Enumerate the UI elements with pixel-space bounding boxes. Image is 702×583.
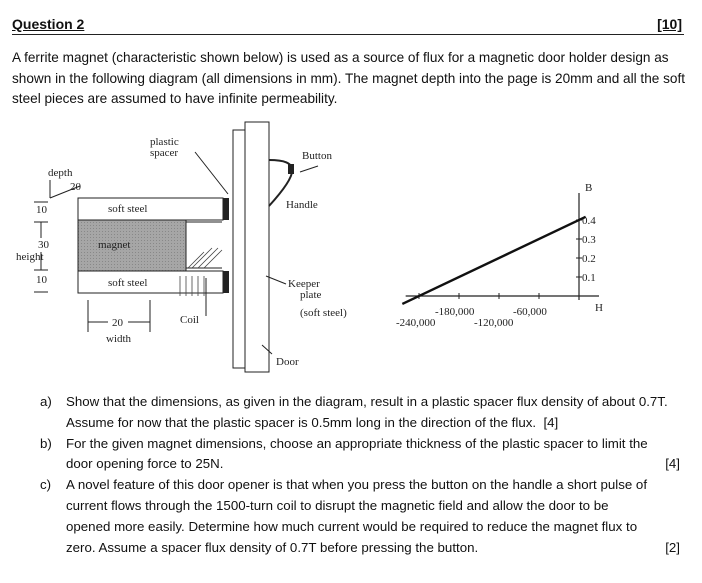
x-tick-label: -120,000 xyxy=(474,317,514,329)
question-b-label: b) xyxy=(40,435,52,451)
y-tick-label: 0.4 xyxy=(582,215,596,227)
door-label: Door xyxy=(276,356,299,368)
bh-chart xyxy=(396,182,603,329)
width-value: 20 xyxy=(112,317,123,329)
button-label: Button xyxy=(302,150,332,162)
keeper-label-line2: plate xyxy=(300,289,322,301)
b-axis-label: B xyxy=(585,182,593,194)
soft-steel-bottom-label: soft steel xyxy=(108,277,148,289)
soft-steel-bottom xyxy=(78,271,223,293)
question-b-marks: [4] xyxy=(665,456,680,472)
coil-label: Coil xyxy=(180,314,199,326)
magnet-block xyxy=(78,220,186,271)
h-axis-label: H xyxy=(595,302,603,314)
plastic-label-line1: plastic xyxy=(150,136,179,148)
width-label: width xyxy=(106,333,132,345)
x-tick-label: -60,000 xyxy=(513,306,547,318)
y-tick-label: 0.3 xyxy=(582,234,596,246)
dim-10-top: 10 xyxy=(36,204,47,216)
height-label: height xyxy=(16,251,44,263)
depth-label: depth xyxy=(48,167,73,179)
question-marks: [10] xyxy=(657,16,682,32)
question-c-marks: [2] xyxy=(665,539,680,555)
keeper-plate xyxy=(233,130,245,368)
dim-30: 30 xyxy=(38,239,49,251)
question-c-text: A novel feature of this door opener is that when you press the button on the handle a short pulse of current flows through the 1500-turn coil to disrupt the magnetic field and allow the door to be opened more easily. Determine how much current would be required to reduce the magnet flux to zero. Assume a spacer flux density of 0.7T before pressing the button. xyxy=(66,477,648,555)
plastic-spacer-top xyxy=(223,198,229,220)
x-tick-label: -240,000 xyxy=(396,317,436,329)
y-tick-label: 0.2 xyxy=(582,253,596,265)
question-a-label: a) xyxy=(40,394,52,409)
keeper-label-line3: (soft steel) xyxy=(300,307,347,319)
x-tick-label: -180,000 xyxy=(435,306,475,318)
soft-steel-top xyxy=(78,198,223,220)
plastic-label-line2: spacer xyxy=(150,147,179,159)
magnet-label: magnet xyxy=(98,239,131,251)
keeper-label-line1: Keeper xyxy=(288,278,320,290)
question-a xyxy=(40,392,690,434)
questions xyxy=(40,392,690,558)
question-b-text: For the given magnet dimensions, choose an appropriate thickness of the plastic spacer to limit the door opening force to 25N. xyxy=(66,435,648,472)
button-shape xyxy=(288,164,294,174)
bh-characteristic-line xyxy=(402,217,585,304)
question-a-text: Show that the dimensions, as given in the diagram, result in a plastic spacer flux density of about 0.7T. Assume for now that the plastic spacer is 0.5mm long in the direction of the flux. xyxy=(66,394,668,430)
question-a-marks: [4] xyxy=(543,414,559,430)
soft-steel-top-label: soft steel xyxy=(108,203,148,215)
question-title: Question 2 xyxy=(12,16,85,32)
question-c xyxy=(40,475,690,558)
question-b xyxy=(40,434,690,476)
depth-value: 20 xyxy=(70,181,81,193)
handle-label: Handle xyxy=(286,199,318,211)
dim-10-bottom: 10 xyxy=(36,274,47,286)
y-tick-label: 0.1 xyxy=(582,272,596,284)
plastic-spacer-bottom xyxy=(223,271,229,293)
intro-paragraph: A ferrite magnet (characteristic shown below) is used as a source of flux for a magnetic door holder design as shown in the following diagram (all dimensions in mm). The magnet depth into the page is 20mm and all the soft steel pieces are assumed to have infinite permeability. xyxy=(12,50,685,106)
door xyxy=(245,122,269,372)
question-c-label: c) xyxy=(40,477,52,493)
